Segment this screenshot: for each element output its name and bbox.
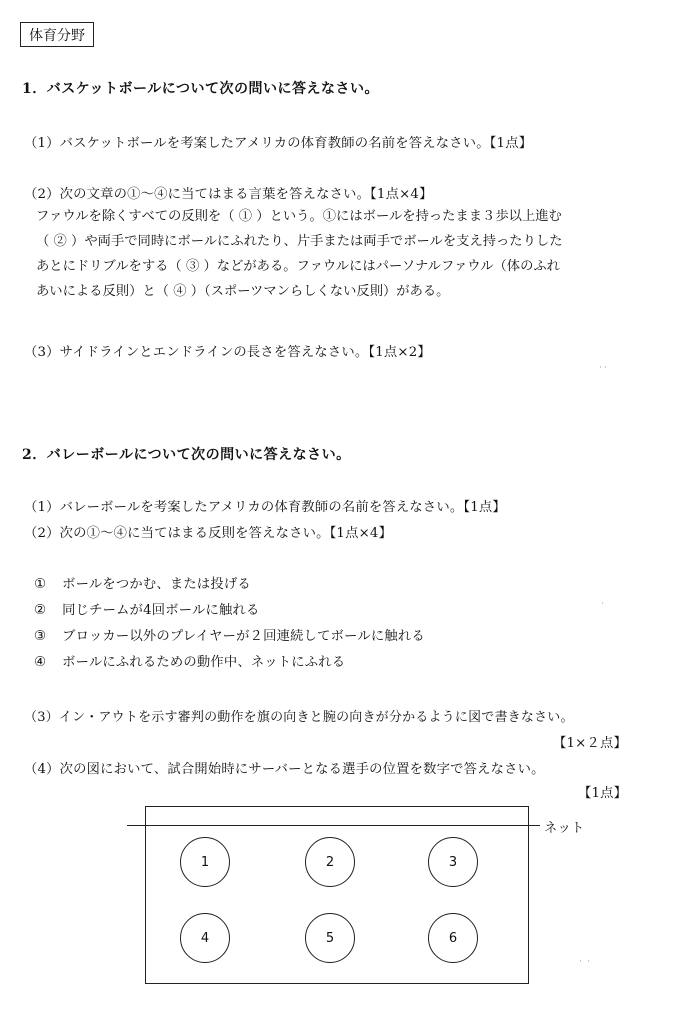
q1-passage-line: ファウルを除くすべての反則を（ ① ）という。①にはボールを持ったまま３歩以上進む — [36, 209, 562, 224]
q1-sub2: （2）次の文章の①～④に当てはまる言葉を答えなさい。【1点×4】 — [24, 187, 433, 202]
q2-sub4-points: 【1点】 — [578, 786, 628, 801]
q2-item — [34, 625, 425, 644]
item-text: ブロッカー以外のプレイヤーが２回連続してボールに触れる — [62, 629, 425, 644]
q1-passage-line: あいによる反則）と（ ④ ）（スポーツマンらしくない反則）がある。 — [36, 284, 450, 299]
q2-sub3: （3）イン・アウトを示す審判の動作を旗の向きと腕の向きが分かるように図で書きなさい。 — [24, 710, 574, 725]
net-line — [127, 825, 540, 826]
q1-sub3: （3）サイドラインとエンドラインの長さを答えなさい。【1点×2】 — [24, 345, 431, 360]
item-number: ③ — [34, 629, 47, 644]
section-title: 体育分野 — [20, 22, 94, 47]
player-position-5: 5 — [305, 913, 355, 963]
q1-sub1: （1）バスケットボールを考案したアメリカの体育教師の名前を答えなさい。【1点】 — [24, 136, 533, 151]
item-text: ボールをつかむ、または投げる — [62, 577, 251, 592]
q2-sub2: （2）次の①～④に当てはまる反則を答えなさい。【1点×4】 — [24, 526, 393, 541]
q2-sub3-points: 【1×２点】 — [553, 736, 627, 751]
item-number: ① — [34, 577, 47, 592]
item-number: ② — [34, 603, 47, 618]
q2-heading: 2．バレーボールについて次の問いに答えなさい。 — [22, 447, 351, 463]
scan-smudge: ˙˙ — [598, 366, 608, 377]
q1-heading: 1．バスケットボールについて次の問いに答えなさい。 — [22, 81, 379, 97]
item-text: 同じチームが4回ボールに触れる — [62, 603, 260, 618]
q2-sub1: （1）バレーボールを考案したアメリカの体育教師の名前を答えなさい。【1点】 — [24, 500, 506, 515]
net-label: ネット — [544, 821, 585, 836]
q1-passage-line: あとにドリブルをする（ ③ ）などがある。ファウルにはパーソナルファウル（体のふれ — [36, 259, 560, 274]
q1-passage — [36, 204, 563, 304]
player-position-2: 2 — [305, 837, 355, 887]
q1-passage-line: （ ② ）や両手で同時にボールにふれたり、片手または両手でボールを支え持ったりした — [36, 234, 563, 249]
q2-sub4: （4）次の図において、試合開始時にサーバーとなる選手の位置を数字で答えなさい。 — [24, 762, 545, 777]
player-position-3: 3 — [428, 837, 478, 887]
player-position-1: 1 — [180, 837, 230, 887]
q2-item — [34, 573, 251, 592]
scan-smudge: ˙ ˙ — [578, 960, 592, 971]
scan-smudge: ˙ — [600, 602, 605, 613]
player-position-4: 4 — [180, 913, 230, 963]
q2-item — [34, 651, 345, 670]
player-position-6: 6 — [428, 913, 478, 963]
q2-item — [34, 599, 259, 618]
item-number: ④ — [34, 655, 47, 670]
item-text: ボールにふれるための動作中、ネットにふれる — [62, 655, 346, 670]
